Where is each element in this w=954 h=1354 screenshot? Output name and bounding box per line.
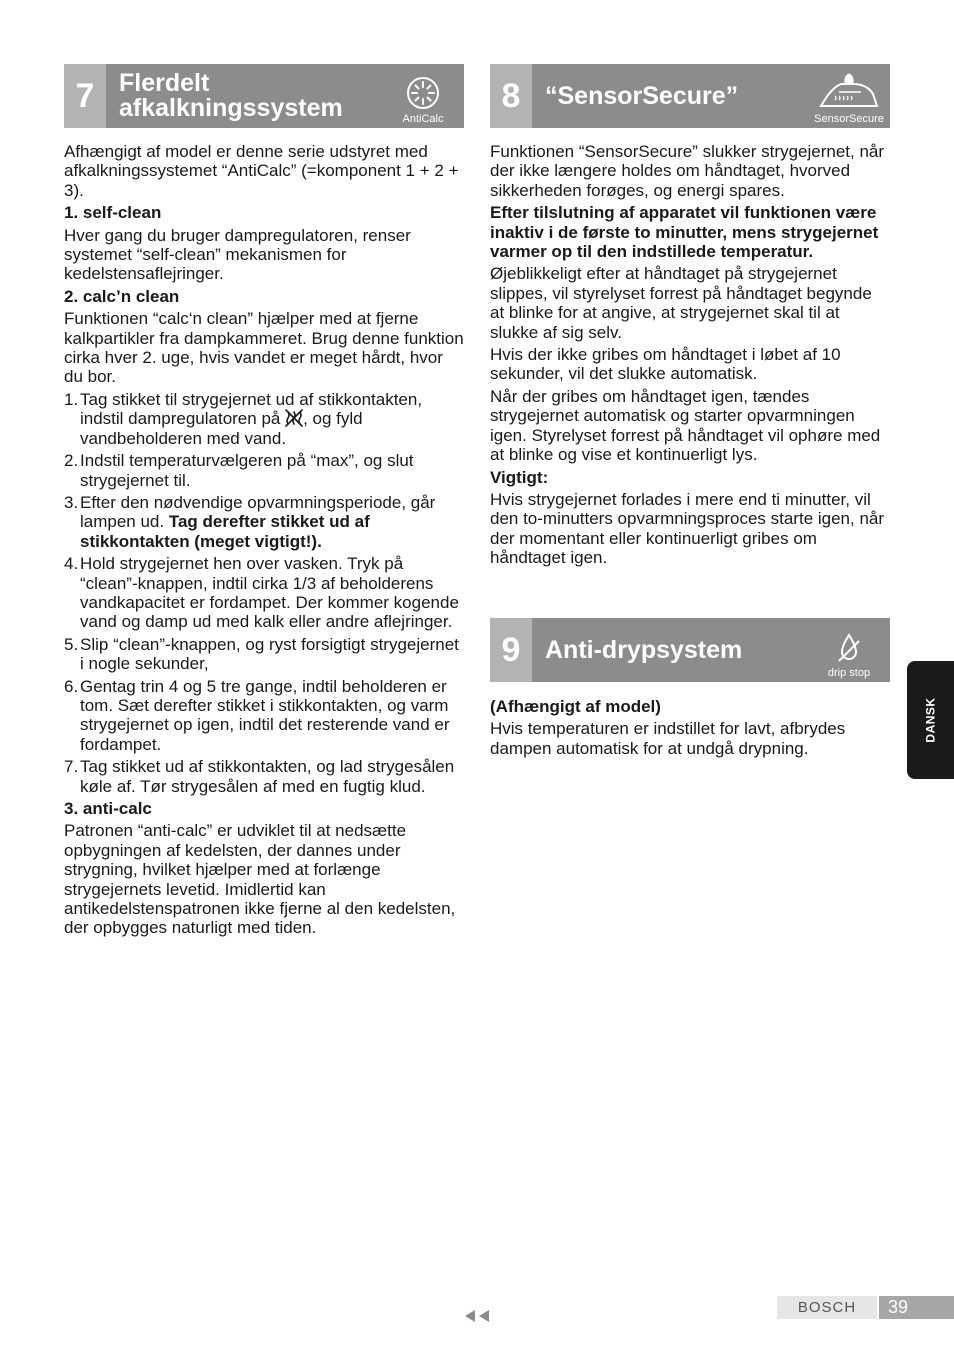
list-item [64, 554, 464, 632]
bold-paragraph: Efter tilslutning af apparatet vil funktionen være inaktiv i de første to minutter, mens strygejernet varmer op til den indstillede temperatur. [490, 203, 879, 262]
rewind-icon[interactable] [463, 1309, 491, 1328]
steam-off-icon [285, 409, 303, 427]
step-text: Indstil temperaturvælgeren på “max”, og slut strygejernet til. [80, 451, 414, 490]
intro-paragraph: Afhængigt af model er denne serie udstyret med afkalkningssystemet “AntiCalc” (=komponent 1 + 2 + 3). [64, 142, 459, 200]
subheading-anti-calc: 3. anti-calc [64, 799, 152, 818]
subheading-model: (Afhængigt af model) [490, 697, 661, 716]
step-number: 5. [64, 634, 79, 654]
anticalc-icon [406, 76, 440, 110]
section-7-header [64, 64, 464, 128]
paragraph: Hvis der ikke gribes om håndtaget i løbet af 10 sekunder, vil det slukke automatisk. [490, 345, 841, 384]
logo-caption: SensorSecure [814, 113, 884, 125]
sensorsecure-icon [817, 72, 881, 110]
subheading-self-clean: 1. self-clean [64, 203, 162, 223]
drip-stop-icon [836, 632, 862, 664]
sensorsecure-logo [808, 64, 890, 128]
drip-stop-logo [808, 618, 890, 682]
page-number: 39 [879, 1296, 954, 1319]
paragraph: Øjeblikkeligt efter at håndtaget på strygejernet slippes, vil styrelyset forrest på håndtaget begynde at blinke for at angive, at strygejernet skal til at slukke af sig selv. [490, 264, 872, 342]
list-item [64, 757, 464, 796]
step-bold-text: Tag derefter stikket ud af stikkontakten (meget vigtigt!). [80, 512, 370, 551]
section-8-body [490, 142, 890, 571]
section-8-header [490, 64, 890, 128]
step-number: 7. [64, 757, 79, 777]
section-title: Anti-drypsystem [545, 635, 743, 664]
logo-caption: drip stop [827, 667, 871, 679]
steps-list [64, 390, 464, 796]
step-number: 6. [64, 676, 79, 696]
step-number: 2. [64, 451, 79, 471]
section-7-body [64, 142, 464, 941]
step-number: 3. [64, 492, 79, 512]
step-text: , og fyld vandbeholderen med vand. [80, 409, 363, 448]
list-item [64, 493, 464, 551]
language-label: DANSK [923, 697, 938, 743]
step-text: Gentag trin 4 og 5 tre gange, indtil beholderen er tom. Sæt derefter stikket i stikkontakten, og varm strygejernet op igen, indtil det resterende vand er fordampet. [80, 676, 450, 754]
paragraph: Funktionen “SensorSecure” slukker strygejernet, når der ikke længere holdes om håndtaget, hvorved sikkerheden forøges, og energi spares. [490, 142, 885, 200]
step-text: Tag stikket til strygejernet ud af stikkontakten, indstil dampregulatoren på [80, 389, 423, 429]
anticalc-logo [382, 64, 464, 128]
section-number: 9 [490, 618, 532, 682]
paragraph: Funktionen “calc‘n clean” hjælper med at fjerne kalkpartikler fra dampkammeret. Brug denne funktion cirka hver 2. uge, hvis vandet er meget hårdt, hvor du bor. [64, 309, 464, 387]
step-text: Tag stikket ud af stikkontakten, og lad strygesålen køle af. Tør strygesålen af med en fugtig klud. [80, 757, 455, 796]
important-label: Vigtigt: [490, 467, 549, 487]
section-9-header [490, 618, 890, 682]
step-number: 4. [64, 554, 79, 574]
paragraph: Hver gang du bruger dampregulatoren, renser systemet “self-clean” mekanismen for kedelstensaflejringer. [64, 225, 411, 284]
paragraph: Patronen “anti-calc” er udviklet til at nedsætte opbygningen af kedelsten, der dannes under strygning, hvilket hjælper med at forlænge strygejernets levetid. Imidlertid kan antikedelstenspatronen ikke fjerne al den kedelsten, der opbygges naturligt med tiden. [64, 821, 456, 938]
step-text: Hold strygejernet hen over vasken. Tryk på “clean”-knappen, indtil cirka 1/3 af beholderens vandkapacitet er fordampet. Der kommer kogende vand og damp ud med kalk eller andre aflejringer. [80, 554, 459, 632]
logo-caption: AntiCalc [402, 113, 444, 125]
section-title: “SensorSecure” [545, 81, 739, 110]
list-item [64, 635, 464, 674]
language-tab [907, 661, 954, 779]
step-number: 1. [64, 389, 79, 409]
step-text: Slip “clean”-knappen, og ryst forsigtigt strygejernet i nogle sekunder, [80, 634, 459, 674]
paragraph: Hvis strygejernet forlades i mere end ti minutter, vil den to-minutters opvarmningsproces starte igen, når der momentant eller kontinuerligt gribes om håndtaget igen. [490, 489, 885, 568]
brand-label: BOSCH [777, 1296, 877, 1319]
section-9-body [490, 697, 890, 761]
paragraph: Hvis temperaturen er indstillet for lavt, afbrydes dampen automatisk for at undgå drypning. [490, 719, 846, 758]
paragraph: Når der gribes om håndtaget igen, tændes strygejernet automatisk og starter opvarmningen igen. Styrelyset forrest på håndtaget vil ophøre med at blinke og vise et kontinuerligt lys. [490, 386, 881, 465]
list-item [64, 451, 464, 490]
section-number: 7 [64, 64, 106, 128]
section-number: 8 [490, 64, 532, 128]
subheading-calc-n-clean: 2. calc’n clean [64, 286, 180, 306]
section-title: Flerdelt afkalkningssystem [119, 69, 343, 122]
step-text: Efter den nødvendige opvarmningsperiode, går lampen ud. [80, 492, 436, 532]
list-item [64, 677, 464, 755]
list-item [64, 390, 464, 448]
